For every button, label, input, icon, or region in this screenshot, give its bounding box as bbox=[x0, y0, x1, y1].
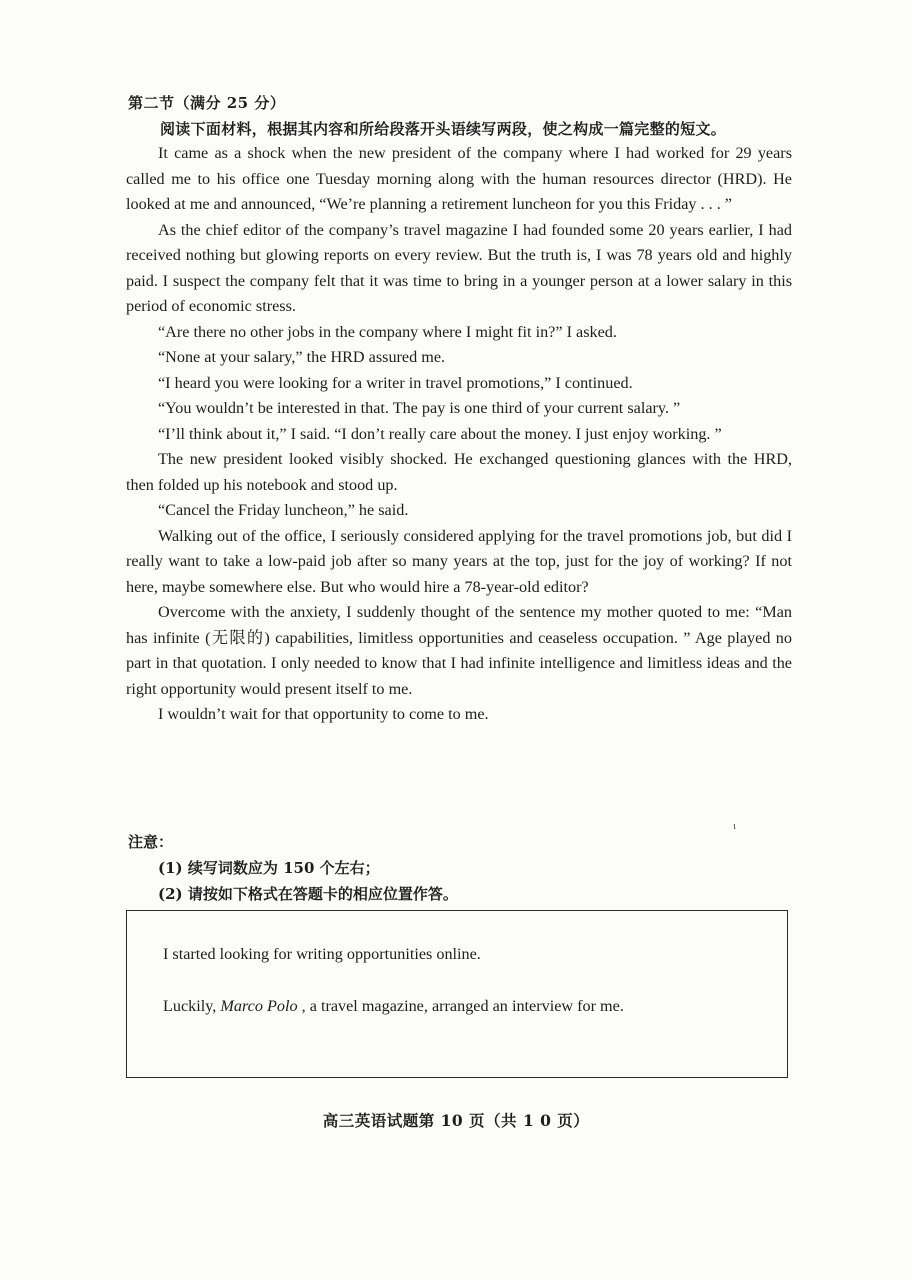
passage-paragraph: “I heard you were looking for a writer in travel promotions,” I continued. bbox=[158, 373, 633, 392]
paragraph-opener-2 bbox=[163, 997, 624, 1016]
passage-paragraph: “Are there no other jobs in the company where I might fit in?” I asked. bbox=[158, 322, 617, 341]
notes-section bbox=[128, 829, 458, 907]
note-word-count: (1) 续写词数应为 150 个左右； bbox=[158, 859, 380, 877]
opener-2-suffix: , a travel magazine, arranged an interview for me. bbox=[297, 997, 624, 1015]
passage-paragraph: “You wouldn’t be interested in that. The pay is one third of your current salary. ” bbox=[158, 399, 681, 417]
passage-paragraph: The new president looked visibly shocked. He exchanged questioning glances with the HRD, then folded up his notebook and stood up. bbox=[126, 450, 792, 494]
section-heading: 第二节（满分 25 分） bbox=[128, 94, 286, 112]
paragraph-opener-1: I started looking for writing opportunities online. bbox=[163, 945, 481, 963]
passage-paragraph: Walking out of the office, I seriously considered applying for the travel promotions job, but did I really want to take a low-paid job after so many years at the top, just for the joy of working? If not here, maybe somewhere else. But who would hire a 78-year-old editor? bbox=[126, 526, 792, 596]
passage-paragraph: As the chief editor of the company’s travel magazine I had founded some 20 years earlier, I had received nothing but glowing reports on every review. But the truth is, I was 78 years old and highly paid. I suspect the company felt that it was time to bring in a younger person at a lower salary in this period of economic stress. bbox=[126, 220, 792, 315]
passage-paragraph: “I’ll think about it,” I said. “I don’t really care about the money. I just enjoy working. ” bbox=[158, 424, 722, 443]
note-answer-format: (2) 请按如下格式在答题卡的相应位置作答。 bbox=[158, 885, 458, 903]
passage-paragraph: It came as a shock when the new president of the company where I had worked for 29 years called me to his office one Tuesday morning along with the human resources director (HRD). He looked at me and announced, “We’re planning a retirement luncheon for you this Friday . . . ” bbox=[126, 144, 792, 213]
task-instruction: 阅读下面材料，根据其内容和所给段落开头语续写两段，使之构成一篇完整的短文。 bbox=[160, 120, 727, 138]
stray-pen-mark: ι bbox=[733, 820, 736, 832]
notes-title: 注意： bbox=[128, 833, 174, 851]
passage-paragraph: Overcome with the anxiety, I suddenly thought of the sentence my mother quoted to me: “Man has infinite (无限的) capabilities, limitless opportunities and ceaseless occupation. ” Age played no part in that quotation. I only needed to know that I had infinite intelligence and limitless ideas and the right opportunity would present itself to me. bbox=[126, 603, 792, 698]
passage-paragraph: “None at your salary,” the HRD assured me. bbox=[158, 348, 446, 366]
answer-format-box bbox=[126, 910, 788, 1078]
passage-paragraph: I wouldn’t wait for that opportunity to come to me. bbox=[158, 705, 489, 723]
passage-paragraph: “Cancel the Friday luncheon,” he said. bbox=[158, 501, 409, 519]
opener-2-prefix: Luckily, bbox=[163, 997, 221, 1015]
page-footer: 高三英语试题第 10 页（共 1 0 页） bbox=[322, 1111, 590, 1130]
magazine-title: Marco Polo bbox=[220, 997, 298, 1015]
reading-passage bbox=[126, 141, 792, 728]
